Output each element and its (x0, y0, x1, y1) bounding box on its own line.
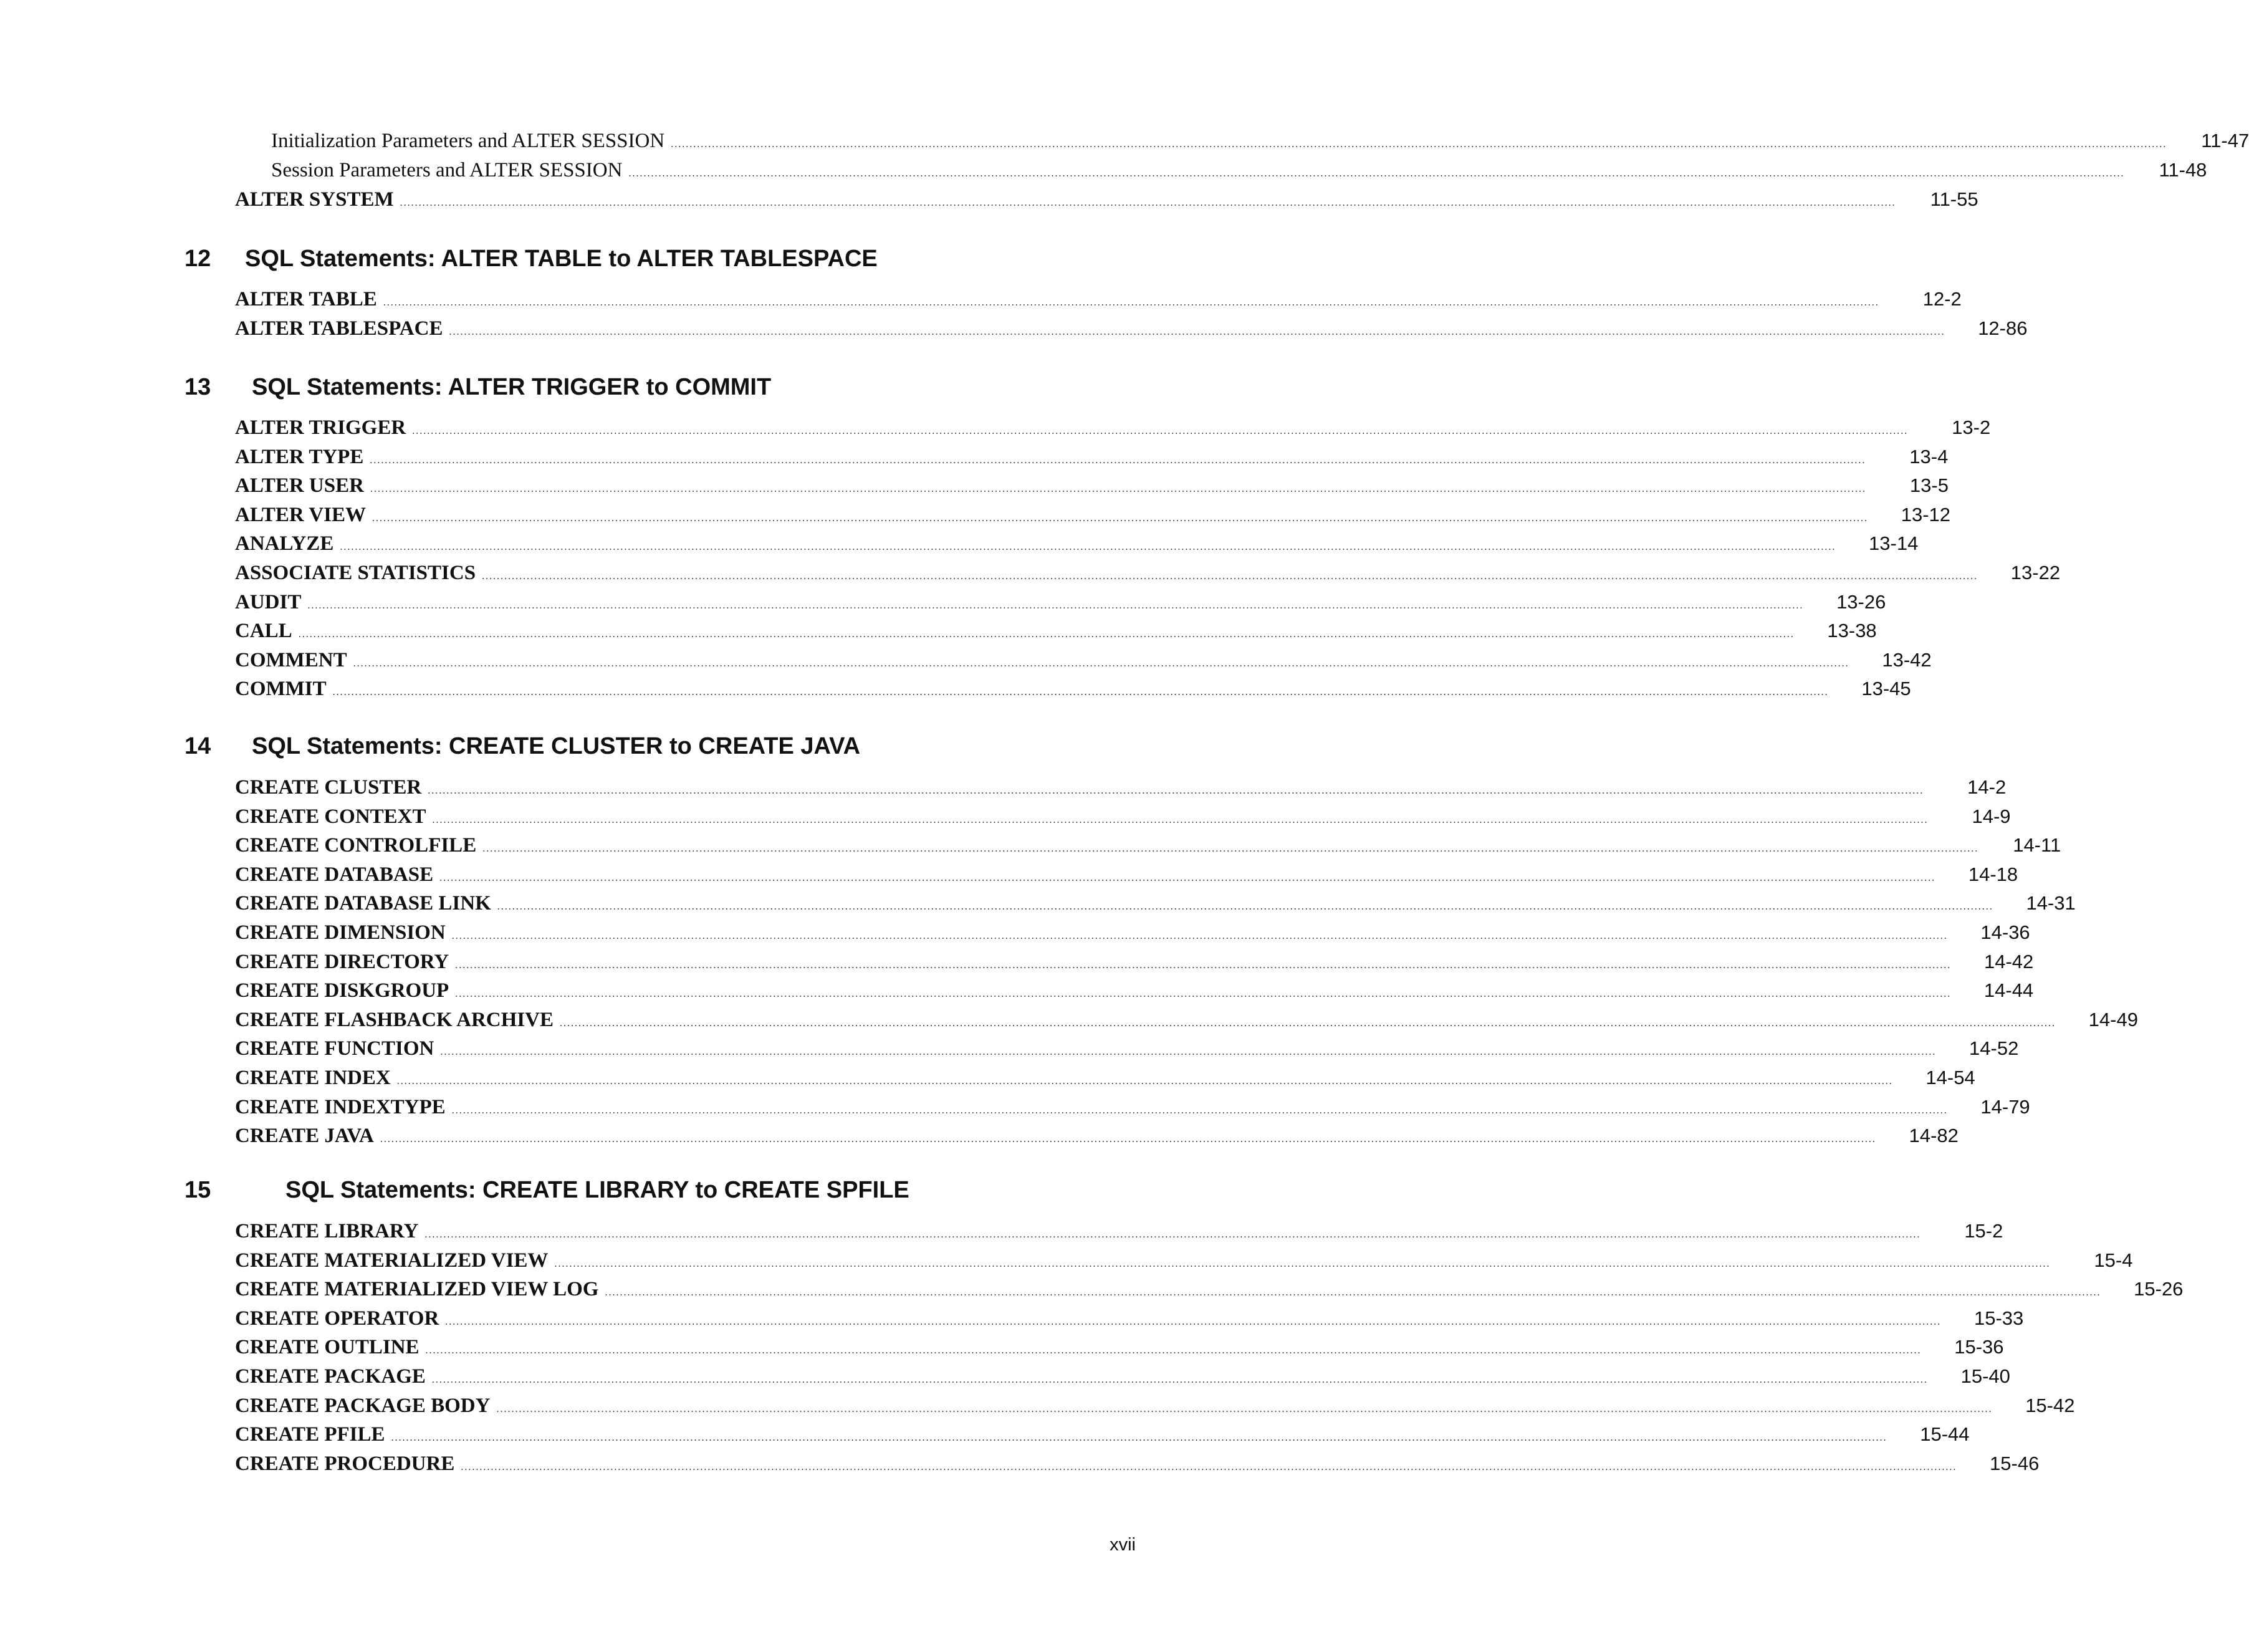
toc-entry[interactable] (271, 130, 2249, 157)
toc-entry-label: CREATE DISKGROUP (235, 979, 449, 1002)
toc-entry-page: 13-42 (1882, 649, 1932, 671)
toc-entry-page: 13-5 (1909, 474, 1949, 496)
toc-entry-page: 15-46 (1990, 1453, 2040, 1474)
toc-entry[interactable] (235, 188, 1978, 216)
toc-entry-label: ALTER VIEW (235, 504, 367, 526)
toc-entry-page: 15-36 (1954, 1336, 2004, 1358)
toc-entry-label: CREATE FLASHBACK ARCHIVE (235, 1009, 554, 1031)
toc-entry-label: CREATE PACKAGE (235, 1365, 426, 1388)
chapter-title: SQL Statements: CREATE LIBRARY to CREATE SPFILE (285, 1177, 909, 1203)
chapter-heading[interactable] (175, 374, 1147, 411)
chapter-title: SQL Statements: ALTER TRIGGER to COMMIT (252, 374, 772, 400)
toc-entry[interactable] (235, 532, 1919, 560)
toc-entry-page: 14-11 (2013, 834, 2061, 856)
toc-entry-label: CREATE CONTEXT (235, 805, 426, 828)
dot-leader: ................................................................................................................................................................................................................................................................................................................................................................................................................ (455, 989, 1952, 999)
toc-entry[interactable] (235, 805, 2011, 833)
toc-entry-label: COMMIT (235, 678, 327, 700)
dot-leader: ................................................................................................................................................................................................................................................................................................................................................................................................................ (496, 1404, 1993, 1414)
chapter-title: SQL Statements: CREATE CLUSTER to CREATE JAVA (252, 733, 861, 759)
dot-leader: ................................................................................................................................................................................................................................................................................................................................................................................................................ (428, 785, 1924, 796)
toc-entry[interactable] (235, 1365, 2010, 1393)
toc-entry-label: ALTER SYSTEM (235, 188, 394, 211)
toc-entry-label: CREATE PACKAGE BODY (235, 1395, 491, 1417)
toc-entry-label: CREATE OPERATOR (235, 1307, 439, 1330)
toc-entry-page: 13-38 (1827, 620, 1877, 641)
toc-entry-page: 13-14 (1869, 532, 1919, 554)
toc-entry-page: 13-22 (2010, 562, 2061, 583)
toc-entry-page: 11-55 (1930, 188, 1978, 210)
dot-leader: ................................................................................................................................................................................................................................................................................................................................................................................................................ (439, 873, 1936, 883)
dot-leader: ................................................................................................................................................................................................................................................................................................................................................................................................................ (332, 687, 1829, 698)
toc-entry-page: 15-2 (1964, 1220, 2003, 1242)
chapter-heading[interactable] (175, 1177, 1147, 1214)
toc-entry[interactable] (235, 921, 2030, 949)
toc-entry-page: 14-42 (1983, 951, 2034, 972)
toc-entry-page: 13-12 (1901, 504, 1951, 526)
toc-entry[interactable] (235, 620, 1877, 647)
toc-entry[interactable] (235, 1453, 2040, 1480)
toc-entry[interactable] (235, 834, 2061, 862)
toc-entry[interactable] (235, 649, 1932, 676)
dot-leader: ................................................................................................................................................................................................................................................................................................................................................................................................................ (353, 658, 1849, 669)
toc-entry-label: CREATE DIMENSION (235, 921, 446, 944)
toc-entry[interactable] (235, 416, 1991, 444)
toc-entry[interactable] (235, 1336, 2004, 1363)
toc-entry-label: CREATE INDEX (235, 1067, 391, 1089)
toc-entry[interactable] (235, 317, 2028, 345)
toc-entry-page: 15-44 (1920, 1423, 1970, 1445)
dot-leader: ................................................................................................................................................................................................................................................................................................................................................................................................................ (605, 1287, 2101, 1298)
page-number: xvii (1110, 1535, 1136, 1555)
toc-entry[interactable] (235, 1220, 2003, 1247)
toc-entry[interactable] (235, 562, 2061, 589)
dot-leader: ................................................................................................................................................................................................................................................................................................................................................................................................................ (497, 901, 1993, 912)
toc-entry-page: 13-26 (1836, 591, 1886, 613)
dot-leader: ................................................................................................................................................................................................................................................................................................................................................................................................................ (425, 1345, 1922, 1356)
toc-entry[interactable] (235, 863, 2018, 891)
dot-leader: ................................................................................................................................................................................................................................................................................................................................................................................................................ (298, 629, 1795, 640)
toc-entry-page: 14-44 (1983, 979, 2034, 1001)
toc-entry-page: 12-2 (1922, 288, 1962, 310)
dot-leader: ................................................................................................................................................................................................................................................................................................................................................................................................................ (440, 1047, 1937, 1057)
toc-entry-label: CREATE DIRECTORY (235, 951, 449, 973)
toc-entry[interactable] (235, 446, 1949, 473)
chapter-heading[interactable] (175, 246, 1147, 283)
toc-entry-page: 13-45 (1861, 678, 1911, 699)
toc-entry[interactable] (235, 1067, 1975, 1094)
dot-leader: ................................................................................................................................................................................................................................................................................................................................................................................................................ (400, 198, 1896, 208)
toc-entry-page: 13-4 (1909, 446, 1949, 468)
toc-entry[interactable] (235, 1307, 2024, 1335)
toc-entry-page: 14-79 (1980, 1096, 2030, 1118)
toc-entry-page: 11-47 (2201, 130, 2249, 151)
toc-entry-label: ANALYZE (235, 532, 334, 555)
dot-leader: ................................................................................................................................................................................................................................................................................................................................................................................................................ (482, 843, 1979, 854)
toc-entry-label: ALTER TABLE (235, 288, 377, 310)
toc-entry[interactable] (271, 159, 2207, 186)
dot-leader: ................................................................................................................................................................................................................................................................................................................................................................................................................ (482, 571, 1978, 582)
toc-entry[interactable] (235, 504, 1951, 531)
dot-leader: ................................................................................................................................................................................................................................................................................................................................................................................................................ (396, 1076, 1893, 1087)
toc-entry-label: CREATE DATABASE (235, 863, 434, 886)
toc-entry[interactable] (235, 591, 1886, 618)
toc-entry-page: 14-36 (1980, 921, 2030, 943)
dot-leader: ................................................................................................................................................................................................................................................................................................................................................................................................................ (432, 815, 1929, 825)
toc-entry[interactable] (235, 1249, 2133, 1277)
toc-entry[interactable] (235, 1423, 1970, 1451)
toc-entry-page: 12-86 (1978, 317, 2028, 339)
toc-entry-label: CREATE PROCEDURE (235, 1453, 455, 1475)
toc-entry-page: 14-54 (1925, 1067, 1975, 1088)
dot-leader: ................................................................................................................................................................................................................................................................................................................................................................................................................ (451, 931, 1948, 941)
toc-entry-label: CALL (235, 620, 292, 642)
toc-entry-page: 14-52 (1969, 1037, 2019, 1059)
toc-entry-label: AUDIT (235, 591, 302, 613)
dot-leader: ................................................................................................................................................................................................................................................................................................................................................................................................................ (431, 1375, 1928, 1385)
toc-entry-page: 14-2 (1967, 776, 2007, 798)
dot-leader: ................................................................................................................................................................................................................................................................................................................................................................................................................ (461, 1462, 1957, 1472)
toc-entry[interactable] (235, 1009, 2138, 1036)
toc-entry[interactable] (235, 1096, 2030, 1123)
dot-leader: ................................................................................................................................................................................................................................................................................................................................................................................................................ (391, 1433, 1887, 1443)
toc-entry[interactable] (235, 288, 1962, 315)
toc-entry-label: CREATE CLUSTER (235, 776, 422, 799)
toc-entry-page: 14-49 (2088, 1009, 2138, 1030)
toc-entry-label: ALTER TRIGGER (235, 416, 406, 439)
toc-entry-label: CREATE INDEXTYPE (235, 1096, 446, 1118)
dot-leader: ................................................................................................................................................................................................................................................................................................................................................................................................................ (370, 455, 1866, 466)
toc-entry[interactable] (235, 979, 2034, 1007)
chapter-number: 14 (185, 733, 211, 759)
toc-entry-page: 15-40 (1960, 1365, 2010, 1387)
toc-entry-page: 14-18 (1968, 863, 2018, 885)
toc-entry-page: 15-26 (2134, 1278, 2184, 1300)
toc-entry-label: COMMENT (235, 649, 347, 671)
toc-entry-page: 15-33 (1974, 1307, 2024, 1329)
dot-leader: ................................................................................................................................................................................................................................................................................................................................................................................................................ (445, 1317, 1942, 1327)
dot-leader: ................................................................................................................................................................................................................................................................................................................................................................................................................ (449, 327, 1945, 337)
toc-entry[interactable] (235, 1278, 2184, 1305)
toc-entry[interactable] (235, 892, 2076, 920)
toc-entry-page: 13-2 (1952, 416, 1991, 438)
toc-entry[interactable] (235, 1037, 2019, 1065)
toc-entry-label: CREATE FUNCTION (235, 1037, 434, 1060)
chapter-heading[interactable] (175, 733, 1147, 771)
dot-leader: ................................................................................................................................................................................................................................................................................................................................................................................................................ (424, 1229, 1921, 1240)
toc-entry-page: 14-9 (1972, 805, 2011, 827)
toc-entry-page: 15-42 (2025, 1395, 2075, 1416)
dot-leader: ................................................................................................................................................................................................................................................................................................................................................................................................................ (383, 297, 1879, 308)
toc-entry[interactable] (235, 951, 2034, 978)
toc-entry-label: CREATE MATERIALIZED VIEW LOG (235, 1278, 599, 1300)
dot-leader: ................................................................................................................................................................................................................................................................................................................................................................................................................ (370, 484, 1866, 494)
toc-entry[interactable] (235, 1395, 2075, 1422)
toc-entry-label: CREATE DATABASE LINK (235, 892, 491, 915)
toc-entry-label: Initialization Parameters and ALTER SESSION (271, 130, 665, 152)
chapter-number: 15 (185, 1177, 211, 1203)
dot-leader: ................................................................................................................................................................................................................................................................................................................................................................................................................ (340, 542, 1836, 552)
chapter-title: SQL Statements: ALTER TABLE to ALTER TABLESPACE (245, 246, 878, 272)
chapter-number: 13 (185, 374, 211, 400)
toc-entry-page: 14-31 (2026, 892, 2076, 914)
dot-leader: ................................................................................................................................................................................................................................................................................................................................................................................................................ (455, 960, 1952, 971)
toc-entry-label: ALTER TABLESPACE (235, 317, 443, 340)
toc-entry[interactable] (235, 474, 1949, 502)
toc-entry-label: Session Parameters and ALTER SESSION (271, 159, 623, 181)
toc-entry-label: ALTER USER (235, 474, 364, 497)
toc-entry-page: 11-48 (2159, 159, 2207, 181)
dot-leader: ................................................................................................................................................................................................................................................................................................................................................................................................................ (412, 426, 1909, 436)
toc-entry-label: CREATE PFILE (235, 1423, 385, 1446)
dot-leader: ................................................................................................................................................................................................................................................................................................................................................................................................................ (307, 600, 1804, 611)
dot-leader: ................................................................................................................................................................................................................................................................................................................................................................................................................ (559, 1018, 2056, 1029)
toc-entry-label: CREATE CONTROLFILE (235, 834, 477, 857)
toc-entry[interactable] (235, 1125, 1959, 1152)
dot-leader: ................................................................................................................................................................................................................................................................................................................................................................................................................ (451, 1105, 1948, 1116)
toc-entry-label: CREATE LIBRARY (235, 1220, 419, 1242)
dot-leader: ................................................................................................................................................................................................................................................................................................................................................................................................................ (628, 168, 2125, 179)
dot-leader: ................................................................................................................................................................................................................................................................................................................................................................................................................ (554, 1259, 2051, 1269)
toc-entry-label: CREATE MATERIALIZED VIEW (235, 1249, 549, 1272)
chapter-number: 12 (185, 246, 211, 272)
toc-entry-label: ASSOCIATE STATISTICS (235, 562, 476, 584)
toc-entry-label: CREATE OUTLINE (235, 1336, 420, 1358)
toc-entry-page: 15-4 (2094, 1249, 2133, 1271)
toc-entry-label: ALTER TYPE (235, 446, 364, 468)
dot-leader: ................................................................................................................................................................................................................................................................................................................................................................................................................ (372, 513, 1869, 524)
toc-entry-page: 14-82 (1909, 1125, 1959, 1146)
toc-entry[interactable] (235, 678, 1911, 705)
toc-entry-label: CREATE JAVA (235, 1125, 374, 1147)
dot-leader: ................................................................................................................................................................................................................................................................................................................................................................................................................ (671, 139, 2167, 150)
dot-leader: ................................................................................................................................................................................................................................................................................................................................................................................................................ (380, 1134, 1876, 1145)
toc-entry[interactable] (235, 776, 2007, 804)
